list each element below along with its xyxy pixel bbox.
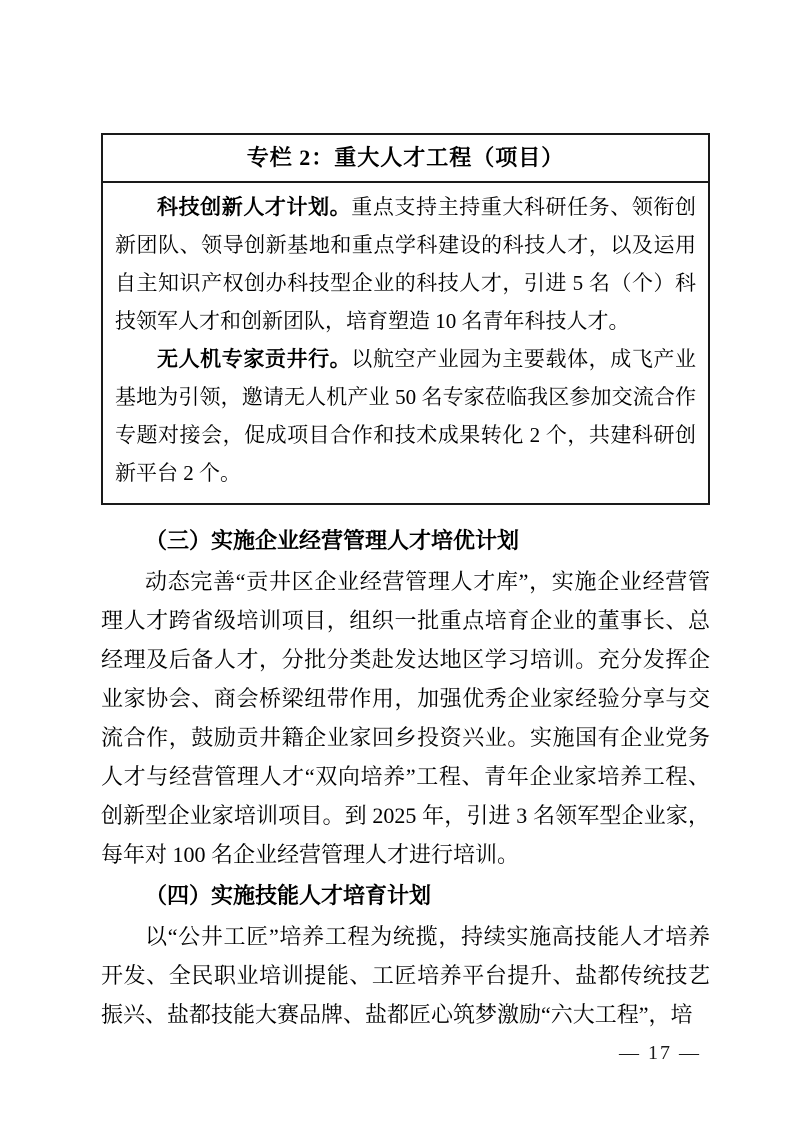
body-paragraph: 以“公井工匠”培养工程为统揽，持续实施高技能人才培养开发、全民职业培训提能、工匠培养平台提升、盐都传统技艺振兴、盐都技能大赛品牌、盐都匠心筑梦激励“六大工程”，培 (101, 924, 710, 1027)
panel-title: 专栏 2：重大人才工程（项目） (103, 135, 708, 183)
page-number: — 17 — (619, 1042, 701, 1064)
panel-paragraph-text: 重点支持主持重大科研任务、领衔创新团队、领导创新基地和重点学科建设的科技人才，以及运用自主知识产权创办科技型企业的科技人才，引进 5 名（个）科技领军人才和创新团队，培育塑造 10 名青年科技人才。 (115, 195, 696, 333)
body-text (101, 519, 710, 1034)
panel-paragraph-text: 以航空产业园为主要载体，成飞产业基地为引领，邀请无人机产业 50 名专家莅临我区参加交流合作专题对接会，促成项目合作和技术成果转化 2 个，共建科研创新平台 2 个。 (115, 347, 696, 485)
highlight-panel (101, 133, 710, 505)
section-heading-4: （四）实施技能人才培育计划 (145, 883, 432, 908)
body-paragraph: 动态完善“贡井区企业经营管理人才库”，实施企业经营管理人才跨省级培训项目，组织一批重点培育企业的董事长、总经理及后备人才，分批分类赴发达地区学习培训。充分发挥企业家协会、商会桥梁纽带作用，加强优秀企业家经验分享与交流合作，鼓励贡井籍企业家回乡投资兴业。实施国有企业党务人才与经营管理人才“双向培养”工程、青年企业家培养工程、创新型企业家培训项目。到 2025 年，引进 3 名领军型企业家，每年对 100 名企业经营管理人才进行培训。 (101, 569, 711, 867)
section-heading-3: （三）实施企业经营管理人才培优计划 (145, 528, 520, 553)
document-content (101, 133, 710, 1034)
panel-paragraph (115, 340, 696, 492)
panel-paragraph-lead: 无人机专家贡井行。 (157, 347, 352, 371)
panel-paragraph-lead: 科技创新人才计划。 (157, 195, 352, 219)
panel-body (103, 183, 708, 503)
panel-paragraph (115, 188, 696, 340)
